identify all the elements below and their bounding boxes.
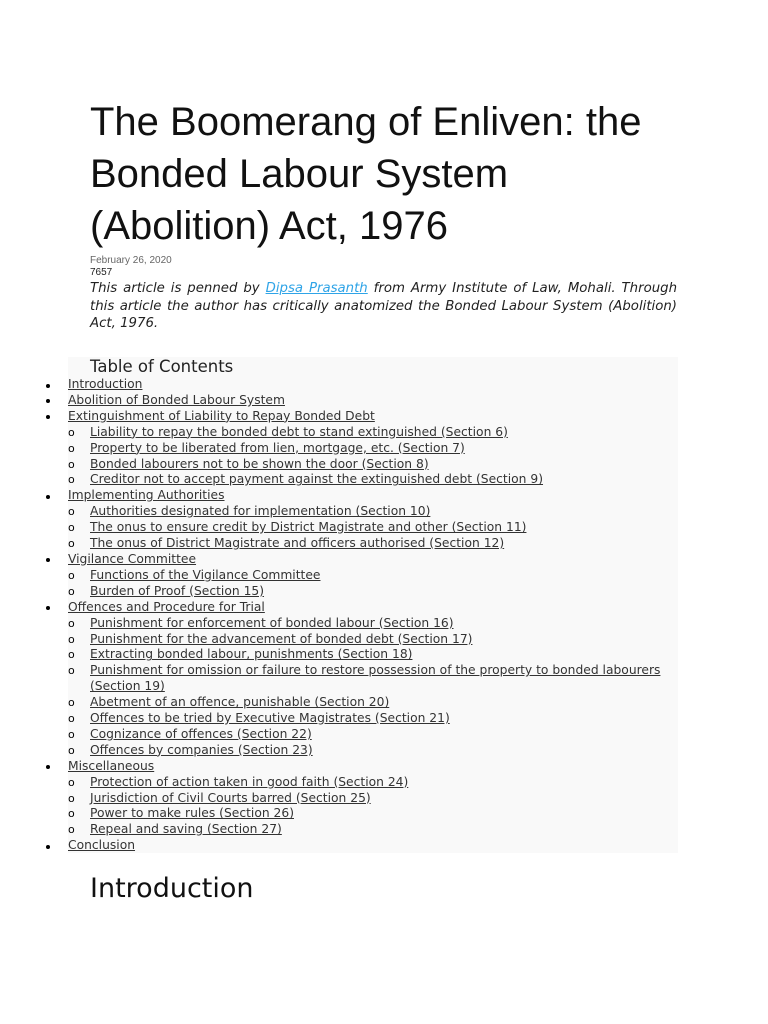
- toc-subitem: [68, 743, 690, 759]
- toc-link[interactable]: Implementing Authorities: [68, 488, 225, 503]
- toc-sublink[interactable]: Creditor not to accept payment against the extinguished debt (Section 9): [90, 472, 544, 487]
- page-title: The Boomerang of Enliven: the Bonded Labour System (Abolition) Act, 1976: [90, 100, 642, 248]
- toc-link[interactable]: Miscellaneous: [68, 758, 155, 773]
- toc-sublink[interactable]: Liability to repay the bonded debt to stand extinguished (Section 6): [90, 424, 508, 439]
- toc-item: [0, 409, 690, 489]
- toc-sublist: [68, 616, 690, 759]
- toc-sublink[interactable]: The onus of District Magistrate and officers authorised (Section 12): [90, 536, 505, 551]
- toc-subitem: [68, 647, 690, 663]
- toc-subitem: [68, 632, 690, 648]
- toc-link[interactable]: Conclusion: [68, 838, 136, 853]
- toc-sublist: [68, 504, 690, 552]
- toc-sublink[interactable]: Burden of Proof (Section 15): [90, 583, 265, 598]
- toc-subitem: [68, 584, 690, 600]
- toc-sublink[interactable]: Offences to be tried by Executive Magistrates (Section 21): [90, 711, 450, 726]
- toc-sublist: [68, 775, 690, 839]
- toc-sublink[interactable]: Authorities designated for implementation (Section 10): [90, 504, 431, 519]
- toc-sublink[interactable]: Punishment for enforcement of bonded labour (Section 16): [90, 615, 454, 630]
- toc-subitem: [68, 806, 690, 822]
- toc-sublink[interactable]: Power to make rules (Section 26): [90, 806, 294, 821]
- toc-subitem: [68, 536, 690, 552]
- toc-subitem: [68, 791, 690, 807]
- toc-subitem: [68, 663, 690, 695]
- toc-item: [0, 838, 690, 854]
- toc-link[interactable]: Offences and Procedure for Trial: [68, 599, 265, 614]
- toc-subitem: [68, 711, 690, 727]
- toc-sublink[interactable]: Functions of the Vigilance Committee: [90, 567, 321, 582]
- toc-subitem: [68, 727, 690, 743]
- toc-subitem: [68, 568, 690, 584]
- toc-subitem: [68, 504, 690, 520]
- toc-sublink[interactable]: Extracting bonded labour, punishments (Section 18): [90, 647, 413, 662]
- toc-sublink[interactable]: Property to be liberated from lien, mortgage, etc. (Section 7): [90, 440, 465, 455]
- toc-sublink[interactable]: The onus to ensure credit by District Magistrate and other (Section 11): [90, 520, 527, 535]
- toc-sublink[interactable]: Cognizance of offences (Section 22): [90, 726, 312, 741]
- toc-item: [0, 393, 690, 409]
- toc-subitem: [68, 457, 690, 473]
- toc-item: [0, 552, 690, 600]
- toc-list: [0, 377, 690, 854]
- toc-subitem: [68, 616, 690, 632]
- toc-sublink[interactable]: Offences by companies (Section 23): [90, 742, 313, 757]
- toc-sublink[interactable]: Repeal and saving (Section 27): [90, 822, 282, 837]
- toc-sublink[interactable]: Bonded labourers not to be shown the door (Section 8): [90, 456, 429, 471]
- toc-subitem: [68, 425, 690, 441]
- toc-item: [0, 759, 690, 839]
- intro-text-before: This article is penned by: [90, 281, 266, 296]
- toc-subitem: [68, 775, 690, 791]
- toc-subitem: [68, 520, 690, 536]
- view-count: 7657: [90, 267, 113, 278]
- author-link[interactable]: Dipsa Prasanth: [265, 281, 368, 296]
- intro-paragraph: [90, 280, 677, 333]
- toc-subitem: [68, 472, 690, 488]
- toc-subitem: [68, 441, 690, 457]
- toc-sublink[interactable]: Punishment for the advancement of bonded debt (Section 17): [90, 631, 473, 646]
- toc-link[interactable]: Vigilance Committee: [68, 551, 197, 566]
- toc-item: [0, 488, 690, 552]
- toc-sublink[interactable]: Punishment for omission or failure to restore possession of the property to bonded labourers (Section 19): [90, 663, 661, 694]
- toc-link[interactable]: Abolition of Bonded Labour System: [68, 392, 285, 407]
- toc-item: [0, 600, 690, 759]
- toc-link[interactable]: Extinguishment of Liability to Repay Bonded Debt: [68, 408, 375, 423]
- toc-link[interactable]: Introduction: [68, 377, 143, 391]
- toc-sublist: [68, 425, 690, 489]
- toc-sublist: [68, 568, 690, 600]
- toc-subitem: [68, 695, 690, 711]
- section-heading-introduction: Introduction: [90, 873, 254, 904]
- post-date: February 26, 2020: [90, 255, 172, 266]
- toc-sublink[interactable]: Jurisdiction of Civil Courts barred (Section 25): [90, 790, 371, 805]
- toc-subitem: [68, 822, 690, 838]
- intro-text-after: from Army Institute of Law, Mohali. Through this article the author has critically anatomized the Bonded Labour System (Abolition) Act, 1976.: [90, 281, 677, 331]
- toc-item: [0, 377, 690, 393]
- toc-title: Table of Contents: [90, 357, 234, 376]
- toc-sublink[interactable]: Protection of action taken in good faith (Section 24): [90, 774, 409, 789]
- toc-sublink[interactable]: Abetment of an offence, punishable (Section 20): [90, 695, 390, 710]
